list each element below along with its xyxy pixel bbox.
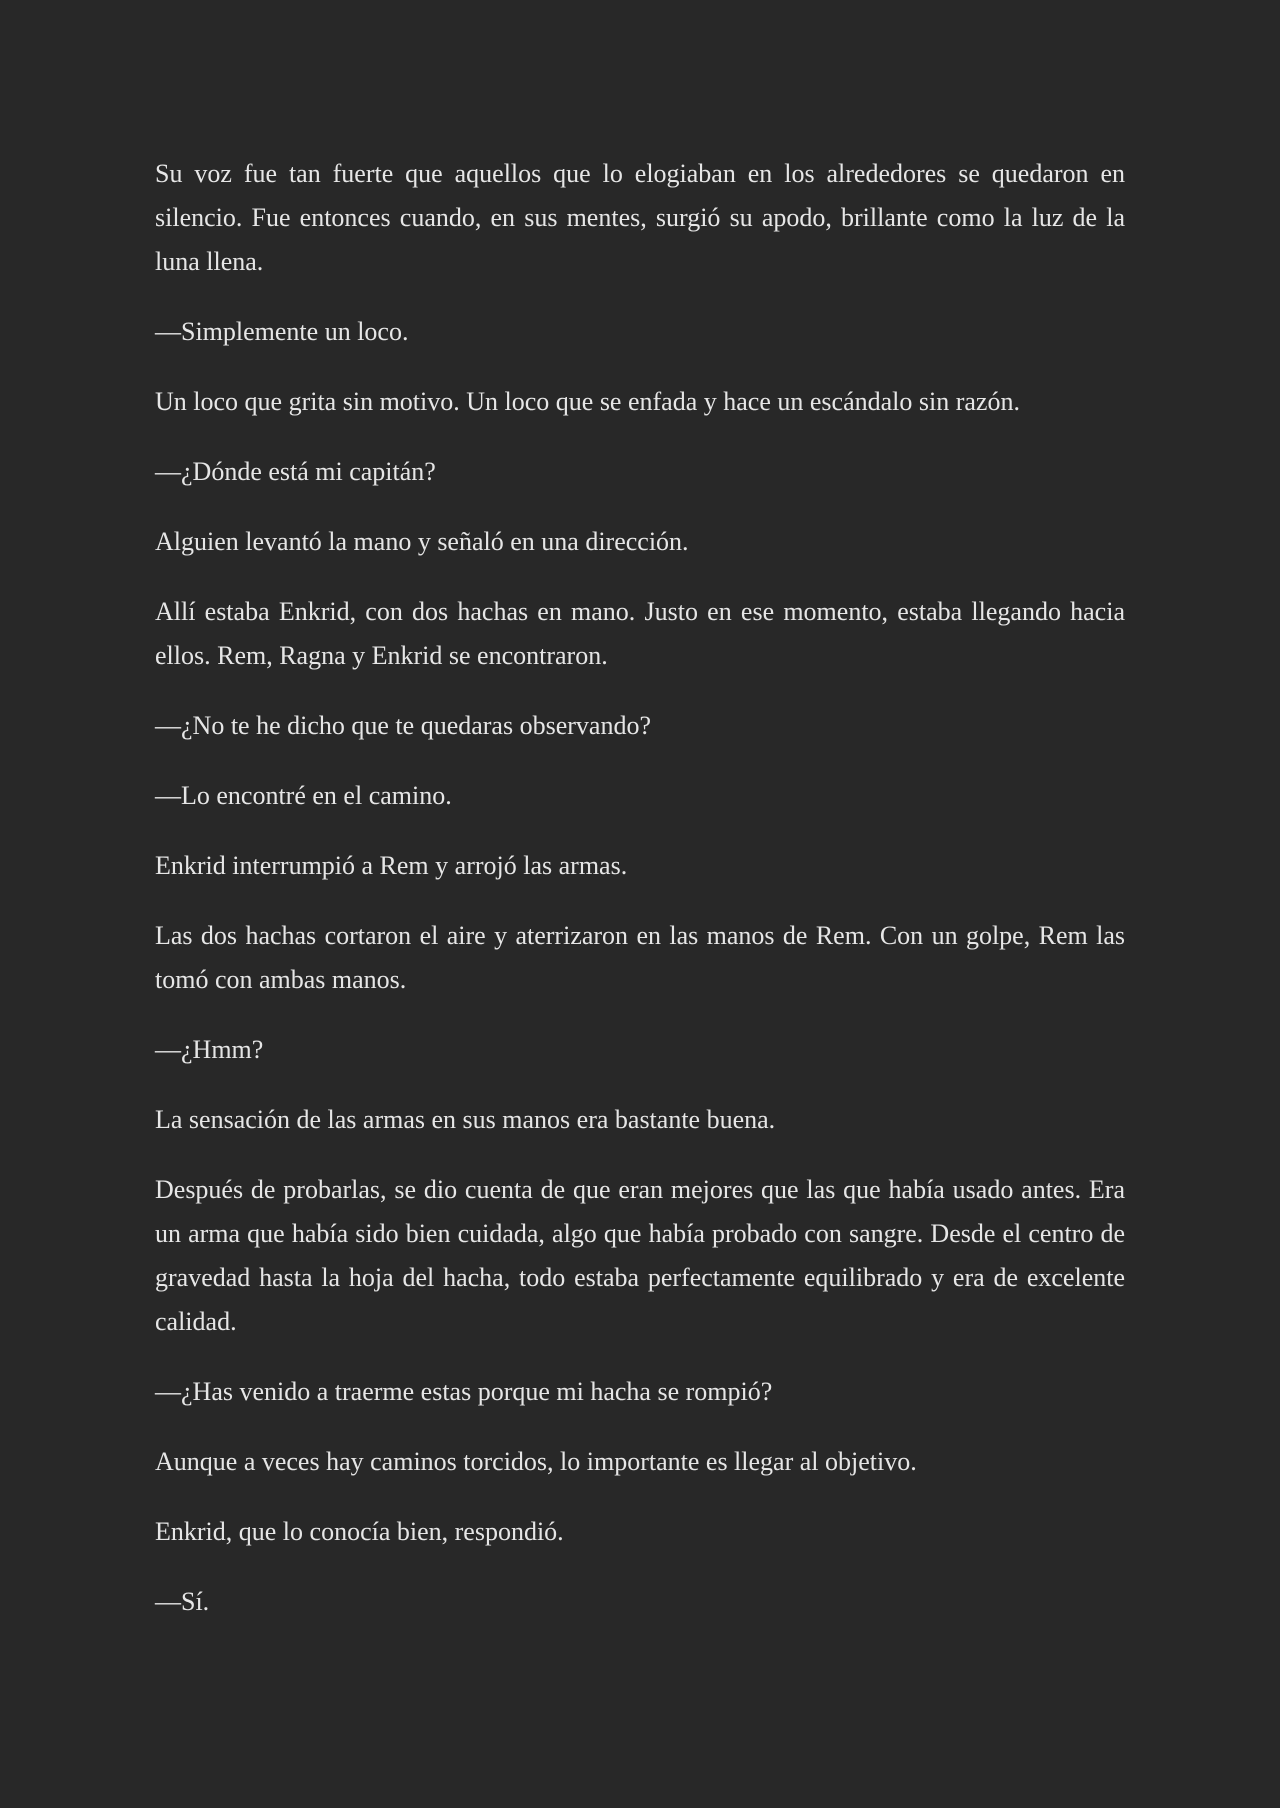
paragraph-16: Enkrid, que lo conocía bien, respondió. [155, 1517, 564, 1546]
paragraph-2: —Simplemente un loco. [155, 317, 409, 346]
paragraph-13: Después de probarlas, se dio cuenta de que eran mejores que las que había usado antes. Era un arma que había sido bien cuidada, algo que había probado con sangre. Desde el centro de gravedad hasta la hoja del hacha, todo estaba perfectamente equilibrado y era de excelente calidad. [155, 1175, 1125, 1336]
paragraph-3: Un loco que grita sin motivo. Un loco que se enfada y hace un escándalo sin razón. [155, 387, 1020, 416]
paragraph-10: Las dos hachas cortaron el aire y aterrizaron en las manos de Rem. Con un golpe, Rem las tomó con ambas manos. [155, 921, 1125, 994]
paragraph-14: —¿Has venido a traerme estas porque mi hacha se rompió? [155, 1377, 773, 1406]
paragraph-1: Su voz fue tan fuerte que aquellos que lo elogiaban en los alrededores se quedaron en silencio. Fue entonces cuando, en sus mentes, surgió su apodo, brillante como la luz de la luna llena. [155, 159, 1125, 276]
text-column [155, 152, 1125, 1650]
paragraph-7: —¿No te he dicho que te quedaras observando? [155, 711, 651, 740]
paragraph-8: —Lo encontré en el camino. [155, 781, 452, 810]
paragraph-4: —¿Dónde está mi capitán? [155, 457, 436, 486]
paragraph-11: —¿Hmm? [155, 1035, 264, 1064]
paragraph-17: —Sí. [155, 1587, 210, 1616]
paragraph-5: Alguien levantó la mano y señaló en una dirección. [155, 527, 689, 556]
paragraph-9: Enkrid interrumpió a Rem y arrojó las armas. [155, 851, 628, 880]
paragraph-15: Aunque a veces hay caminos torcidos, lo importante es llegar al objetivo. [155, 1447, 917, 1476]
paragraph-12: La sensación de las armas en sus manos era bastante buena. [155, 1105, 776, 1134]
paragraph-6: Allí estaba Enkrid, con dos hachas en mano. Justo en ese momento, estaba llegando hacia ellos. Rem, Ragna y Enkrid se encontraron. [155, 597, 1125, 670]
